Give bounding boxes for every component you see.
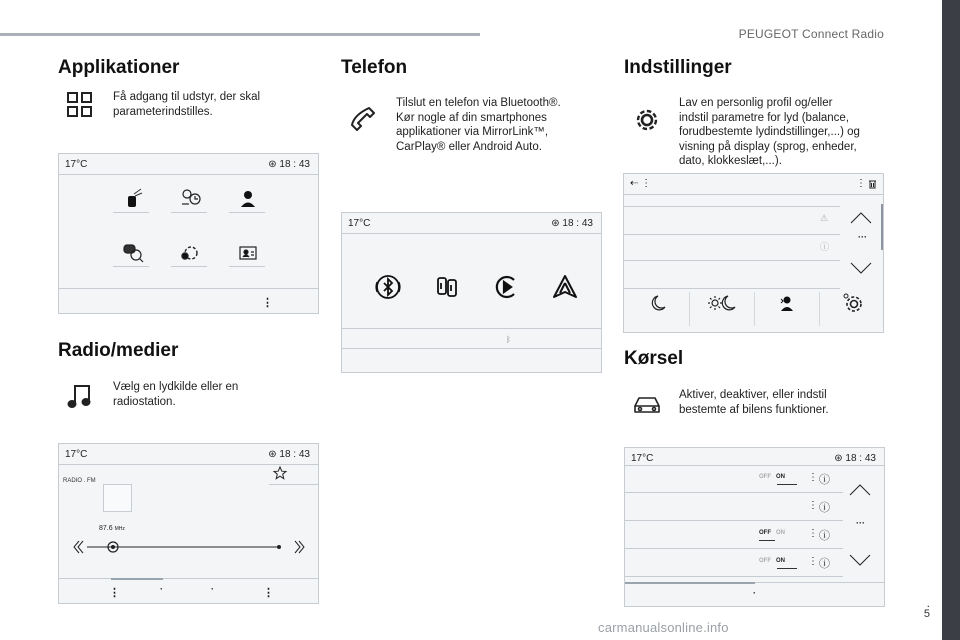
carplay-icon[interactable]	[492, 273, 520, 301]
section-title-korsel: Kørsel	[624, 348, 684, 369]
desc-applikationer: Få adgang til udstyr, der skal parameterindstilles.	[113, 91, 261, 118]
telephone-screen	[341, 212, 602, 373]
radio-screen	[58, 443, 319, 604]
apps-screen	[58, 153, 319, 314]
climate-timer-icon[interactable]	[179, 187, 203, 209]
page-dot: .	[926, 596, 930, 610]
section-title-telefon: Telefon	[341, 57, 408, 78]
temperature: 17°C	[65, 159, 88, 170]
station-artwork	[103, 484, 132, 512]
more-options-icon[interactable]: ⋮	[808, 528, 818, 539]
bluetooth-status-icon: ᛒ	[506, 335, 511, 344]
scroll-up-chevron-icon[interactable]	[849, 484, 871, 496]
status-bar: 17°C ⊛ 18 : 43	[348, 218, 593, 229]
radio-band: RADIO . FM	[63, 478, 96, 484]
scrollbar[interactable]	[881, 204, 883, 250]
desc-radio: Vælg en lydkilde eller en radiostation.	[113, 381, 239, 408]
info-icon[interactable]: ⓘ	[819, 502, 830, 514]
scroll-up-chevron-icon[interactable]	[850, 212, 872, 224]
toggle-switch[interactable]: OFF ON	[759, 474, 786, 480]
more-options-icon[interactable]: ⋮	[262, 297, 273, 309]
desc-korsel: Aktiver, deaktiver, eller indstil bestemte af bilens funktioner.	[679, 389, 829, 416]
trash-icon[interactable]	[868, 179, 877, 189]
night-mode-icon[interactable]	[648, 294, 668, 312]
scroll-down-chevron-icon[interactable]	[849, 554, 871, 566]
info-icon[interactable]: ⓘ	[819, 530, 830, 542]
user-profile-icon[interactable]	[237, 187, 259, 209]
section-title-radio: Radio/medier	[58, 340, 179, 361]
status-bar: 17°C ⊛ 18 : 43	[631, 453, 876, 464]
vehicle-settings-icon[interactable]	[179, 242, 201, 264]
settings-gear-icon	[633, 106, 661, 134]
more-options-icon[interactable]: ⋮	[263, 587, 274, 599]
tuning-slider[interactable]	[73, 538, 305, 556]
more-options-icon[interactable]: ⋮	[856, 178, 866, 189]
more-options-icon[interactable]: ⋮	[109, 587, 120, 599]
more-icon[interactable]: ···	[858, 232, 867, 242]
contact-card-icon[interactable]	[237, 242, 259, 264]
settings-icon[interactable]	[842, 292, 864, 314]
watermark: carmanualsonline.info	[598, 620, 729, 635]
bluetooth-icon[interactable]	[374, 273, 402, 301]
android-auto-icon[interactable]	[551, 273, 579, 301]
page-dot-icon[interactable]: ·	[160, 584, 163, 594]
phone-handset-icon	[350, 106, 378, 134]
toggle-switch[interactable]: OFF ON	[759, 530, 786, 536]
page-dot-icon[interactable]: ·	[753, 588, 756, 598]
info-icon[interactable]: ⓘ	[819, 474, 830, 486]
toggle-switch[interactable]: OFF ON	[759, 558, 786, 564]
grid-icon	[67, 92, 95, 120]
settings-screen	[623, 173, 884, 333]
info-icon: ⓘ	[820, 242, 830, 252]
desc-telefon: Tilslut en telefon via Bluetooth®. Kør nogle af din smartphones applikationer via MirrorLink™, CarPlay® eller Android Auto.	[396, 97, 561, 153]
status-bar	[59, 154, 318, 174]
more-options-icon[interactable]: ⋮	[808, 472, 818, 483]
desc-indstillinger: Lav en personlig profil og/eller indstil parametre for lyd (balance, forudbestemte lydindstillinger,...) og visning på display (sprog, enheder, dato, klokkeslæt,...).	[679, 97, 860, 167]
back-arrow-icon[interactable]: ⇠ ⋮	[630, 178, 652, 189]
section-title-indstillinger: Indstillinger	[624, 57, 732, 78]
warning-icon: ⚠	[820, 213, 829, 223]
top-bar	[0, 33, 480, 36]
page-dot-icon[interactable]: ·	[211, 584, 214, 594]
driving-screen	[624, 447, 885, 607]
music-note-icon	[67, 382, 95, 410]
more-options-icon[interactable]: ⋮	[808, 500, 818, 511]
messages-icon[interactable]	[122, 242, 146, 264]
profile-icon[interactable]	[777, 294, 795, 312]
section-title-applikationer: Applikationer	[58, 57, 180, 78]
frequency: 87.6 MHz	[99, 525, 125, 532]
mirrorlink-icon[interactable]	[433, 273, 461, 301]
right-stripe	[942, 0, 960, 640]
more-icon[interactable]: ···	[856, 518, 865, 528]
clock: ⊛ 18 : 43	[268, 159, 310, 170]
status-bar: 17°C ⊛ 18 : 43	[65, 449, 310, 460]
header-title: PEUGEOT Connect Radio	[738, 27, 884, 41]
info-icon[interactable]: ⓘ	[819, 558, 830, 570]
car-icon	[632, 392, 660, 420]
day-night-icon[interactable]	[708, 294, 736, 312]
connected-apps-icon[interactable]	[122, 187, 144, 209]
page-number: 5	[923, 608, 930, 620]
favorite-star-icon[interactable]	[273, 466, 287, 480]
scroll-down-chevron-icon[interactable]	[850, 262, 872, 274]
more-options-icon[interactable]: ⋮	[808, 556, 818, 567]
